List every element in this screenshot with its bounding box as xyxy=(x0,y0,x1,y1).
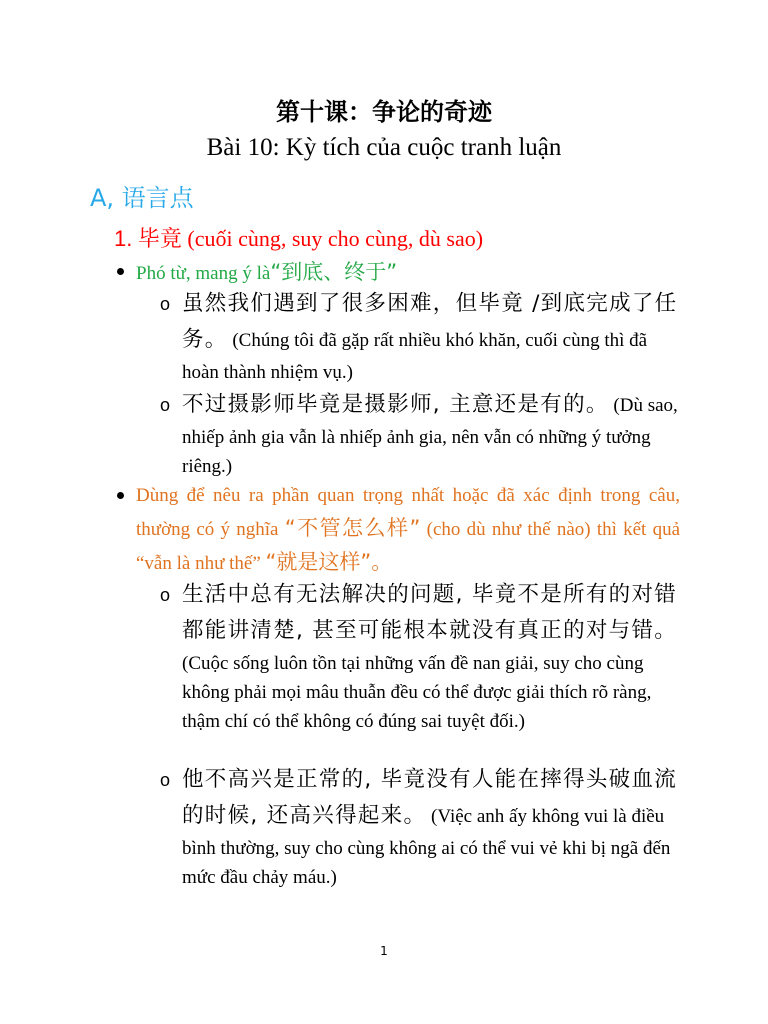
bullet-1-text: Phó từ, mang ý là xyxy=(136,263,271,284)
example-3 xyxy=(182,577,678,736)
page-number: 1 xyxy=(380,944,388,958)
example-1-vietnamese: (Chúng tôi đã gặp rất nhiều khó khăn, cuối cùng thì đã hoàn thành nhiệm vụ.) xyxy=(182,330,648,383)
section-heading: A, 语言点 xyxy=(90,184,194,212)
point-number: 1. xyxy=(114,226,133,251)
bullet-2-quote2: “就是这样”。 xyxy=(265,550,393,574)
example-1-chinese: 虽然我们遇到了很多困难，但毕竟 /到底完成了任务。 xyxy=(182,291,678,352)
example-4-chinese: 他不高兴是正常的, 毕竟没有人能在摔得头破血流的时候, 还高兴得起来。 xyxy=(182,767,678,828)
example-2 xyxy=(182,387,678,481)
bullet-1-quote: “到底、终于” xyxy=(270,260,398,284)
point-word: 毕竟 xyxy=(137,227,182,252)
grammar-point-heading xyxy=(114,222,483,253)
example-1 xyxy=(182,286,678,387)
lesson-subtitle: Bài 10: Kỳ tích của cuộc tranh luận xyxy=(206,134,562,161)
example-4-vietnamese: (Việc anh ấy không vui là điều bình thường, suy cho cùng không ai có thể vui vẻ khi bị ngã đến mức đầu chảy máu.) xyxy=(182,806,671,888)
example-2-vietnamese: (Dù sao, nhiếp ảnh gia vẫn là nhiếp ảnh gia, nên vẫn có những ý tưởng riêng.) xyxy=(182,395,678,477)
example-3-chinese: 生活中总有无法解决的问题, 毕竟不是所有的对错都能讲清楚, 甚至可能根本就没有真正的对与错。 xyxy=(182,582,678,643)
bullet-2-quote1: “不管怎么样” xyxy=(284,516,421,540)
lesson-title: 第十课：争论的奇迹 xyxy=(276,98,492,126)
bullet-usage-1 xyxy=(136,256,696,290)
example-2-chinese: 不过摄影师毕竟是摄影师, 主意还是有的。 xyxy=(182,392,609,417)
point-meaning: (cuối cùng, suy cho cùng, dù sao) xyxy=(187,226,484,251)
example-4 xyxy=(182,762,678,892)
example-3-vietnamese: (Cuộc sống luôn tồn tại những vấn đề nan giải, suy cho cùng không phải mọi mâu thuẫn đều có thể được giải thích rõ ràng, thậm chí có thể không có đúng sai tuyệt đối.) xyxy=(182,653,652,732)
bullet-2-part1: Dùng để nêu ra phần quan trọng nhất hoặc đã xác định trong câu, thường có ý nghĩa xyxy=(136,485,680,540)
bullet-usage-2 xyxy=(136,480,680,580)
bullet-2-part2: (cho dù như thế nào) thì kết quả “vẫn là như thế” xyxy=(136,519,680,574)
